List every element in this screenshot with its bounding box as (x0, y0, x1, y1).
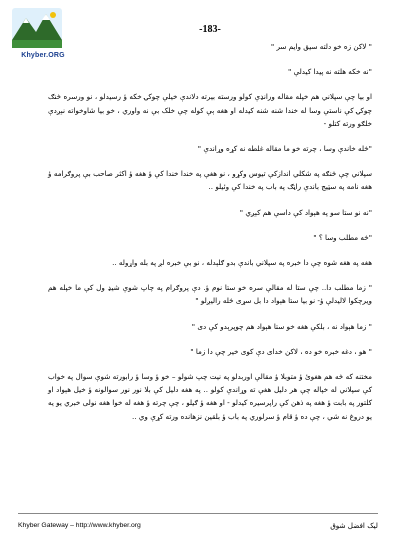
quote-line: " زما هېواد نه ، بلکې هغه خو ستا هېواد هم چوپرېدو کې دی " (191, 321, 372, 331)
quote-line: "څه مطلب وسا ؟ " (313, 232, 372, 242)
quote-line: "نه نو ستا سو په هېواد کې داسې هم کېږي " (239, 207, 372, 217)
quote-line: " هو ، دغه خبره خو ده ، لاکن خدای دې کوی خير چې دا زما " (190, 346, 372, 356)
body-paragraph: هغه په هغه شوه چې دا خبره په سپلاني باندې بدو ګلېدله ، نو بې خبره لږ په بله واړوله .. (112, 258, 372, 268)
quote-line: "نه خکه هلته نه پيدا کيدلې " (288, 67, 372, 77)
quote-line: " لاکن زه خو دلته سيق وايم سر " (270, 42, 372, 51)
body-paragraph: " زما مطلب دا.. چې ستا له مقالې سره خو ستا نوم ؤ. دې پروګرام په چاپ شوې شيډ ول کې ما خپله هم ويرچکوا لاليدلې ؤ- نو بيا ستا هېواد دا بل سړى څله راليږلو " (48, 283, 372, 306)
quote-line: "څله خاندې وسا ، چرته خو ما مقاله غلطه نه کړه وړاندې " (197, 144, 372, 154)
page-number: -183- (199, 24, 221, 35)
footer-website: Khyber Gateway – http://www.khyber.org (18, 522, 141, 529)
body-paragraph: سپلاني چې څنګه په شکلي اندازکې تيوس وکړو ، نو هغې په خندا خندا کې ؤ هغه ؤ اکثر صاحب بې پروګرامه ؤ هغه نامه په سټيج باندې راڼګ په باب په خندا کې وئيلو .. (48, 169, 372, 192)
body-paragraph: مختنه که څه هم هغوئ ؤ متوبلا ؤ مقالې اوربدلو په نيت چپ شولو – خو ؤ وسا ؤ رابورته شوې سوال په خواب کې سپلاني له خپاله چې هر دليل هغې ته وړاندې کولو .. په هغه دليل کې بلا نور نور سوالونه ؤ خيل هېواد او کلتور په بابت ؤ هغه په ذهن کې راپرسيره کيدلو - او هغه ؤ ګيلو ، چې چرته ؤ هغه له خوا هغه نولی خبري يو يه يو دروغ نه شي ، چې ده ؤ قام ؤ سرلوري په باب ؤ بلقين نزهانده ورته کړې وي .. (48, 372, 372, 421)
document-body (48, 40, 372, 435)
page-footer (18, 513, 378, 530)
body-paragraph: او بيا چې سپلاني هم خپله مقاله ورانډې کولو ورسته بيرته دلاندې خيلې چوکۍ خکه ؤ رسيدلو ، نو ورسره څنګ چوکۍ کې ناستې وسا له خندا شنه شنه کيدله او هغه ېې کوله چې خلک بې نه واوري ، خو بيا شاوخواته نېږدې خلګو ورته کتلو - (48, 92, 372, 128)
footer-author: ليک افضل شوق (330, 521, 378, 530)
logo-text: Khyber.ORG (21, 52, 65, 59)
